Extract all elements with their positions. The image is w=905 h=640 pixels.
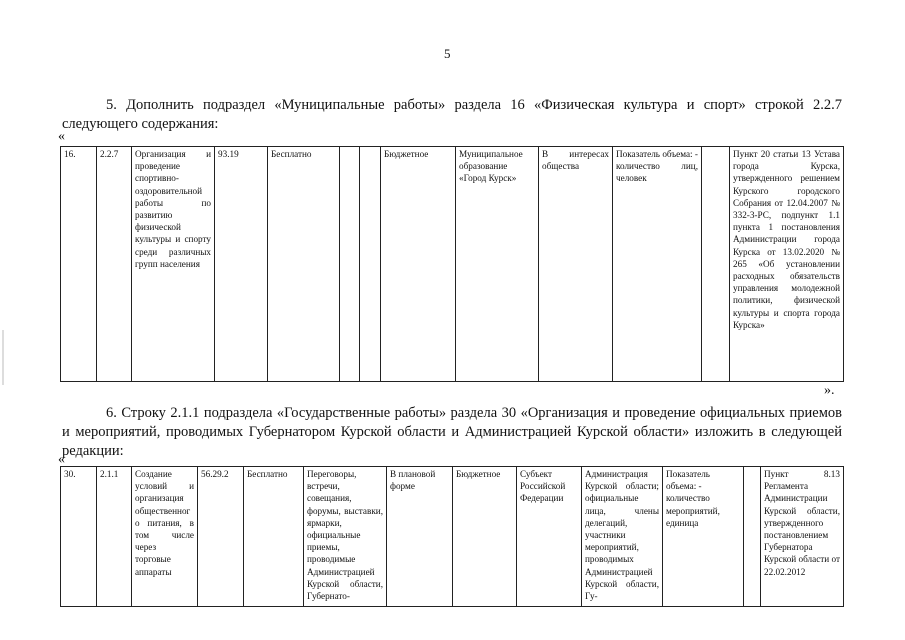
cell-form: В плановой форме: [387, 467, 453, 607]
cell-okved: 93.19: [215, 147, 268, 382]
section-5-open-quote: «: [58, 129, 65, 144]
table-row: [61, 467, 844, 607]
cell-name: Создание условий и организация общественного питания, в том числе через торговые аппараты: [132, 467, 198, 607]
cell-consumers: Администрация Курской области; официальные лица, члены делегаций, участники мероприятий, проводимых Администрацией Курской области, Гу-: [582, 467, 663, 607]
section-5-paragraph: 5. Дополнить подраздел «Муниципальные работы» раздела 16 «Физическая культура и спорт» строкой 2.2.7 следующего содержания:: [62, 97, 842, 132]
section-5-close-quote: ».: [824, 383, 835, 398]
section-6-table: [60, 466, 844, 607]
cell-num: 16.: [61, 147, 97, 382]
cell-provider: Субъект Российской Федерации: [517, 467, 582, 607]
cell-funding: Бюджетное: [381, 147, 456, 382]
cell-funding: Бюджетное: [453, 467, 517, 607]
cell-name: Организация и проведение спортивно-оздоровительной работы по развитию физической культуры и спорту среди различных групп населения: [132, 147, 215, 382]
cell-okved: 56.29.2: [198, 467, 244, 607]
cell-num: 30.: [61, 467, 97, 607]
table-row: [61, 147, 844, 382]
cell-indicator: Показатель объема: - количество мероприятий, единица: [663, 467, 744, 607]
cell-code: 2.1.1: [97, 467, 132, 607]
cell-empty: [744, 467, 761, 607]
cell-empty: [702, 147, 730, 382]
cell-indicator: Показатель объема: - количество лиц, человек: [613, 147, 702, 382]
cell-payment: Бесплатно: [244, 467, 304, 607]
cell-basis: Пункт 8.13 Регламента Администрации Курской области, утвержденного постановлением Губернатора Курской области от 22.02.2012: [761, 467, 844, 607]
scan-smudge: [2, 330, 4, 385]
cell-provider: Муниципальное образование «Город Курск»: [456, 147, 539, 382]
cell-basis: Пункт 20 статьи 13 Устава города Курска, утвержденного решением Курского городского Собрания от 12.04.2007 № 332-3-РС, подпункт 1.1 пункта 1 постановления Администрации города Курска от 13.02.2020 № 265 «Об установлении расходных обязательств управления молодежной политики, физической культуры и спорта города Курска»: [730, 147, 844, 382]
cell-content: Переговоры, встречи, совещания, форумы, выставки, ярмарки, официальные приемы, проводимые Администрацией Курской области, Губернато-: [304, 467, 387, 607]
page-number: 5: [444, 46, 451, 61]
cell-consumers: В интересах общества: [539, 147, 613, 382]
cell-payment: Бесплатно: [268, 147, 340, 382]
section-5-table: [60, 146, 844, 382]
cell-code: 2.2.7: [97, 147, 132, 382]
cell-empty: [340, 147, 360, 382]
section-6-paragraph: 6. Строку 2.1.1 подраздела «Государственные работы» раздела 30 «Организация и проведение официальных приемов и мероприятий, проводимых Губернатором Курской области и Администрацией Курской области» изложить в следующей редакции:: [62, 405, 842, 459]
cell-empty: [360, 147, 381, 382]
section-6-open-quote: «: [58, 452, 65, 467]
